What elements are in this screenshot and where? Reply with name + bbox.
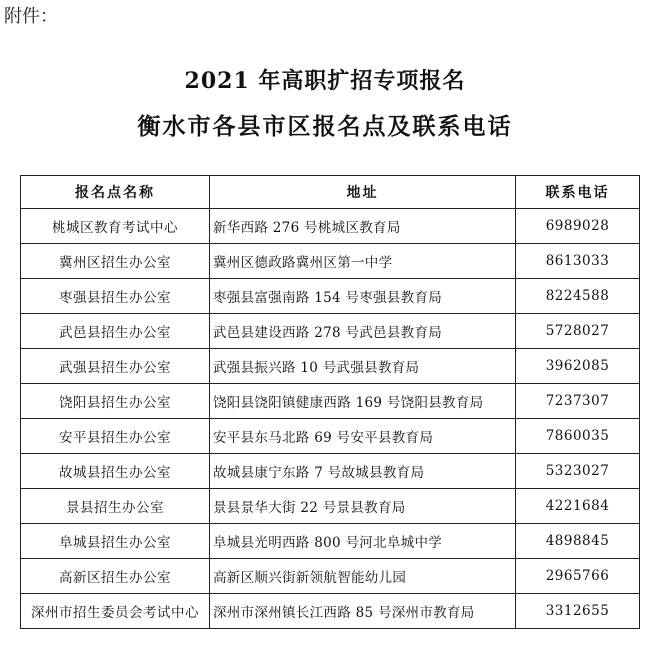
address-cell: 故城县康宁东路 7 号故城县教育局 <box>210 454 516 489</box>
document-title-line-1: 2021 年高职扩招专项报名 <box>184 68 466 94</box>
address-cell: 深州市深州镇长江西路 85 号深州市教育局 <box>210 594 516 629</box>
table-row <box>21 454 640 489</box>
site-name-cell: 故城县招生办公室 <box>21 454 210 489</box>
header-phone: 联系电话 <box>516 176 640 209</box>
address-cell: 景县景华大街 22 号景县教育局 <box>210 489 516 524</box>
document-title-line-2: 衡水市各县市区报名点及联系电话 <box>137 113 513 140</box>
phone-cell: 2965766 <box>516 559 640 594</box>
phone-cell: 7237307 <box>516 384 640 419</box>
registration-points-table <box>20 175 640 629</box>
site-name-cell: 深州市招生委员会考试中心 <box>21 594 210 629</box>
table-row <box>21 314 640 349</box>
site-name-cell: 桃城区教育考试中心 <box>21 209 210 244</box>
phone-cell: 3312655 <box>516 594 640 629</box>
phone-cell: 8224588 <box>516 279 640 314</box>
table-row <box>21 244 640 279</box>
table-header-row <box>21 176 640 209</box>
table-row <box>21 524 640 559</box>
table-row <box>21 489 640 524</box>
table-row <box>21 279 640 314</box>
phone-cell: 4221684 <box>516 489 640 524</box>
site-name-cell: 高新区招生办公室 <box>21 559 210 594</box>
site-name-cell: 武强县招生办公室 <box>21 349 210 384</box>
phone-cell: 5728027 <box>516 314 640 349</box>
address-cell: 阜城县光明西路 800 号河北阜城中学 <box>210 524 516 559</box>
phone-cell: 8613033 <box>516 244 640 279</box>
address-cell: 冀州区德政路冀州区第一中学 <box>210 244 516 279</box>
table-row <box>21 349 640 384</box>
phone-cell: 4898845 <box>516 524 640 559</box>
address-cell: 武邑县建设西路 278 号武邑县教育局 <box>210 314 516 349</box>
address-cell: 高新区顺兴街新领航智能幼儿园 <box>210 559 516 594</box>
site-name-cell: 冀州区招生办公室 <box>21 244 210 279</box>
phone-cell: 3962085 <box>516 349 640 384</box>
site-name-cell: 阜城县招生办公室 <box>21 524 210 559</box>
site-name-cell: 枣强县招生办公室 <box>21 279 210 314</box>
phone-cell: 7860035 <box>516 419 640 454</box>
phone-cell: 5323027 <box>516 454 640 489</box>
table-row <box>21 594 640 629</box>
site-name-cell: 安平县招生办公室 <box>21 419 210 454</box>
address-cell: 枣强县富强南路 154 号枣强县教育局 <box>210 279 516 314</box>
address-cell: 武强县振兴路 10 号武强县教育局 <box>210 349 516 384</box>
table-row <box>21 384 640 419</box>
table-row <box>21 209 640 244</box>
table-row <box>21 419 640 454</box>
attachment-label: 附件： <box>4 6 58 27</box>
phone-cell: 6989028 <box>516 209 640 244</box>
header-address: 地址 <box>210 176 516 209</box>
header-site-name: 报名点名称 <box>21 176 210 209</box>
site-name-cell: 景县招生办公室 <box>21 489 210 524</box>
table-row <box>21 559 640 594</box>
site-name-cell: 饶阳县招生办公室 <box>21 384 210 419</box>
address-cell: 新华西路 276 号桃城区教育局 <box>210 209 516 244</box>
address-cell: 饶阳县饶阳镇健康西路 169 号饶阳县教育局 <box>210 384 516 419</box>
address-cell: 安平县东马北路 69 号安平县教育局 <box>210 419 516 454</box>
site-name-cell: 武邑县招生办公室 <box>21 314 210 349</box>
